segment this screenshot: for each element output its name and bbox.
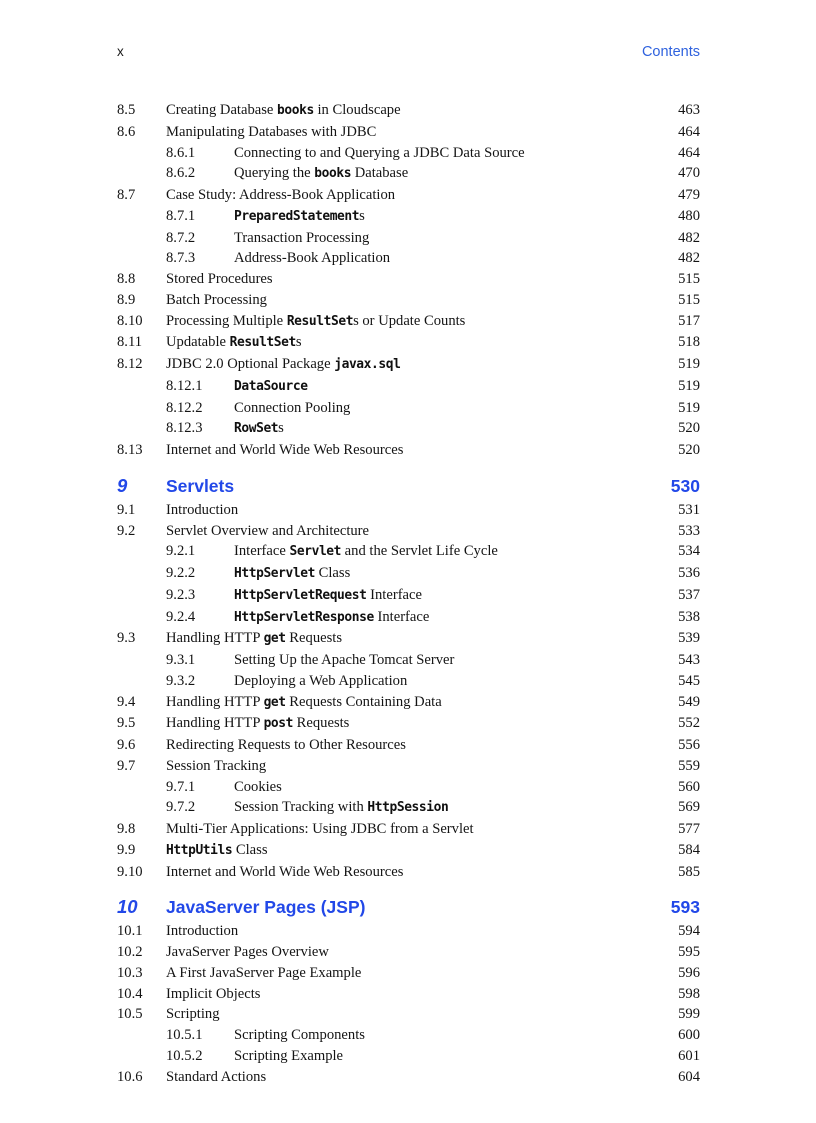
toc-entry-page-number: 470: [678, 165, 700, 182]
code-term: Servlet: [289, 544, 342, 560]
toc-entry-title: Internet and World Wide Web Resources: [166, 863, 404, 880]
toc-entry-page-number: 519: [678, 377, 700, 394]
code-term: books: [314, 166, 352, 182]
toc-entry-page-number: 534: [678, 543, 700, 560]
code-term: HttpSession: [367, 800, 449, 816]
toc-entry-title: HttpServlet Class: [234, 565, 351, 581]
toc-entry-page-number: 594: [678, 923, 700, 940]
toc-entry-page-number: 518: [678, 334, 700, 351]
toc-entry-title: Handling HTTP post Requests: [166, 715, 350, 732]
toc-entry-title: Connecting to and Querying a JDBC Data Source: [234, 144, 525, 161]
toc-entry-title: Scripting Example: [234, 1047, 344, 1064]
toc-entry-number: 8.6: [117, 123, 136, 140]
toc-entry-title: Standard Actions: [166, 1068, 267, 1085]
toc-entry-title: Querying the books Database: [234, 165, 409, 182]
toc-entry-page-number: 585: [678, 863, 700, 880]
toc-entry-number: 9.1: [117, 501, 136, 518]
toc-entry: [117, 269, 700, 290]
toc-entry-title: Connection Pooling: [234, 399, 351, 416]
code-term: ResultSet: [229, 335, 296, 351]
toc-entry-title: JavaServer Pages Overview: [166, 944, 329, 960]
toc-entry-title: Servlet Overview and Architecture: [166, 522, 370, 539]
toc-entry: [117, 797, 700, 819]
toc-entry-number: 9.3: [117, 630, 136, 647]
toc-entry-title: Handling HTTP get Requests Containing Data: [166, 693, 442, 710]
toc-entry-number: 9.9: [117, 841, 136, 858]
toc-entry: [117, 921, 700, 942]
toc-entry: [117, 185, 700, 206]
toc-entry: [117, 650, 700, 671]
toc-entry-title: Setting Up the Apache Tomcat Server: [234, 652, 455, 668]
toc-entry-title: HttpUtils Class: [166, 841, 268, 858]
toc-entry-number: 8.12.1: [166, 377, 203, 394]
toc-entry-number: 9.2.1: [166, 543, 196, 560]
toc-entry-page-number: 464: [678, 123, 700, 140]
toc-entry-page-number: 600: [678, 1027, 700, 1043]
toc-entry: [117, 692, 700, 714]
toc-entry-title: Address-Book Application: [234, 250, 391, 267]
toc-entry-title: JDBC 2.0 Optional Package javax.sql: [166, 356, 401, 372]
toc-entry-number: 10.4: [117, 985, 143, 1002]
toc-entry-title: Deploying a Web Application: [234, 672, 408, 689]
toc-chapter-title: Servlets: [166, 475, 235, 496]
toc-entry: [117, 585, 700, 607]
toc-entry: [117, 984, 700, 1005]
toc-entry: [117, 607, 700, 629]
toc-entry-number: 8.9: [117, 291, 136, 308]
toc-entry: [117, 440, 700, 461]
code-term: javax.sql: [334, 357, 401, 372]
toc-entry-number: 8.7: [117, 187, 136, 203]
toc-entry-number: 10.6: [117, 1068, 143, 1085]
toc-entry: [117, 756, 700, 777]
toc-entry-number: 9.7: [117, 757, 136, 774]
toc-entry-title: Introduction: [166, 923, 239, 940]
toc-entry: [117, 521, 700, 542]
toc-entry: [117, 122, 700, 143]
toc-entry-page-number: 559: [678, 757, 700, 774]
toc-entry: [117, 963, 700, 984]
toc-entry-number: 9.2: [117, 522, 136, 539]
toc-entry-page-number: 482: [678, 250, 700, 267]
toc-chapter-page-number: 593: [670, 897, 700, 918]
toc-entry: [117, 100, 700, 122]
toc-chapter-number: 10: [117, 896, 138, 918]
toc-entry-number: 10.5.2: [166, 1047, 203, 1064]
toc-entry-number: 8.12.2: [166, 399, 203, 416]
toc-entry-page-number: 539: [678, 630, 700, 647]
toc-entry: [117, 500, 700, 521]
toc-entry: [117, 1067, 700, 1088]
toc-entry-title: Processing Multiple ResultSets or Update Counts: [166, 312, 466, 329]
toc-entry-number: 9.3.2: [166, 672, 196, 689]
toc-chapter-page-number: 530: [670, 475, 700, 496]
toc-entry-title: Scripting: [166, 1006, 220, 1023]
toc-entry-title: Scripting Components: [234, 1027, 365, 1043]
toc-entry: [117, 628, 700, 650]
toc-entry: [117, 354, 700, 376]
toc-entry: [117, 228, 700, 249]
toc-entry: [117, 563, 700, 585]
page-header: [117, 44, 700, 60]
toc-entry: [117, 819, 700, 840]
toc-entry-number: 10.1: [117, 923, 143, 940]
toc-entry-number: 8.7.1: [166, 207, 196, 224]
toc-entry-page-number: 520: [678, 442, 700, 458]
toc-entry-page-number: 601: [678, 1047, 700, 1064]
page-folio: x: [117, 44, 124, 59]
toc-entry-number: 8.11: [117, 334, 142, 351]
toc-entry-number: 9.10: [117, 863, 143, 880]
toc-entry-page-number: 519: [678, 356, 700, 372]
toc-entry-page-number: 604: [678, 1068, 700, 1085]
toc-entry: [117, 862, 700, 883]
toc-entry-page-number: 463: [678, 102, 700, 118]
code-term: HttpUtils: [166, 842, 233, 858]
toc-entry: [117, 398, 700, 419]
toc-list: [117, 100, 700, 1087]
toc-entry-title: HttpServletRequest Interface: [234, 586, 422, 603]
toc-entry-title: Implicit Objects: [166, 985, 261, 1002]
toc-entry-number: 8.10: [117, 312, 143, 329]
code-term: HttpServlet: [234, 566, 315, 581]
toc-entry-number: 8.12: [117, 356, 143, 372]
toc-entry-page-number: 549: [678, 693, 700, 710]
toc-entry: [117, 376, 700, 398]
toc-entry-title: RowSets: [234, 420, 284, 437]
toc-entry-number: 8.5: [117, 102, 136, 118]
toc-entry-title: Session Tracking: [166, 757, 267, 774]
toc-entry-number: 8.6.2: [166, 165, 196, 182]
toc-chapter-heading: [117, 474, 700, 498]
toc-entry: [117, 1046, 700, 1067]
toc-entry-number: 9.2.2: [166, 565, 196, 581]
toc-entry-number: 10.5: [117, 1006, 143, 1023]
toc-entry-number: 8.7.2: [166, 229, 196, 246]
toc-entry-page-number: 556: [678, 737, 700, 753]
toc-entry-page-number: 577: [678, 821, 700, 837]
code-term: ResultSet: [286, 313, 354, 329]
toc-entry-page-number: 464: [678, 144, 700, 161]
toc-entry-page-number: 531: [678, 501, 700, 518]
code-term: books: [277, 103, 314, 118]
toc-entry: [117, 942, 700, 963]
toc-entry-page-number: 595: [678, 944, 700, 960]
toc-entry-number: 9.7.1: [166, 778, 196, 795]
toc-entry-number: 10.5.1: [166, 1027, 203, 1043]
toc-entry: [117, 840, 700, 862]
toc-entry-number: 9.4: [117, 693, 136, 710]
code-term: HttpServletRequest: [234, 587, 367, 603]
toc-entry: [117, 311, 700, 333]
toc-entry: [117, 163, 700, 185]
toc-entry-page-number: 538: [678, 608, 700, 625]
toc-entry: [117, 541, 700, 563]
toc-entry: [117, 735, 700, 756]
toc-entry-page-number: 536: [678, 565, 700, 581]
toc-entry-page-number: 515: [678, 271, 700, 287]
toc-entry-number: 8.13: [117, 442, 143, 458]
toc-entry-page-number: 519: [678, 399, 700, 416]
running-title: Contents: [641, 44, 700, 60]
toc-entry-number: 9.8: [117, 821, 136, 837]
toc-entry-number: 8.12.3: [166, 420, 203, 437]
toc-entry-number: 9.2.3: [166, 586, 196, 603]
toc-entry-page-number: 480: [678, 207, 700, 224]
toc-entry-number: 9.5: [117, 715, 136, 732]
toc-entry-title: Internet and World Wide Web Resources: [166, 442, 404, 458]
toc-entry-page-number: 545: [678, 672, 700, 689]
toc-entry: [117, 1025, 700, 1046]
toc-entry-title: Interface Servlet and the Servlet Life Cycle: [234, 543, 498, 560]
code-term: post: [263, 716, 294, 732]
toc-entry-title: Stored Procedures: [166, 271, 273, 287]
toc-entry: [117, 671, 700, 692]
toc-entry-number: 9.7.2: [166, 799, 196, 816]
toc-entry: [117, 206, 700, 228]
toc-entry-page-number: 598: [678, 985, 700, 1002]
toc-entry-page-number: 482: [678, 229, 700, 246]
toc-entry-title: Redirecting Requests to Other Resources: [166, 737, 406, 753]
toc-entry-number: 9.3.1: [166, 652, 196, 668]
toc-entry-page-number: 596: [678, 964, 700, 981]
code-term: get: [263, 631, 286, 647]
toc-entry-page-number: 533: [678, 522, 700, 539]
toc-entry-title: Manipulating Databases with JDBC: [166, 123, 377, 140]
toc-entry-page-number: 552: [678, 715, 700, 732]
toc-entry-page-number: 569: [678, 799, 700, 816]
toc-entry: [117, 248, 700, 269]
toc-entry-title: Handling HTTP get Requests: [166, 630, 343, 647]
toc-entry-page-number: 479: [678, 187, 700, 203]
toc-entry-title: Batch Processing: [166, 291, 267, 308]
toc-entry-page-number: 599: [678, 1006, 700, 1023]
toc-entry: [117, 713, 700, 735]
toc-entry-number: 10.2: [117, 944, 143, 960]
toc-entry-number: 9.6: [117, 737, 136, 753]
code-term: PreparedStatement: [234, 208, 360, 224]
toc-entry-title: Cookies: [234, 778, 282, 795]
toc-entry-title: Transaction Processing: [234, 229, 370, 246]
toc-entry-page-number: 537: [678, 586, 700, 603]
toc-entry-title: Updatable ResultSets: [166, 334, 302, 351]
toc-entry-page-number: 520: [678, 420, 700, 437]
toc-entry: [117, 290, 700, 311]
code-term: DataSource: [234, 378, 308, 394]
toc-entry: [117, 332, 700, 354]
toc-entry-title: PreparedStatements: [234, 207, 365, 224]
toc-entry-page-number: 515: [678, 291, 700, 308]
toc-entry-title: A First JavaServer Page Example: [166, 964, 362, 981]
toc-entry-title: [234, 376, 678, 398]
toc-entry: [117, 1004, 700, 1025]
toc-entry-page-number: 584: [678, 841, 700, 858]
toc-entry-number: 9.2.4: [166, 608, 196, 625]
toc-entry-title: Session Tracking with HttpSession: [234, 799, 449, 816]
toc-entry-number: 8.7.3: [166, 250, 196, 267]
code-term: RowSet: [234, 421, 279, 437]
toc-entry-title: Introduction: [166, 501, 239, 518]
toc-entry: [117, 418, 700, 440]
toc-chapter-number: 9: [117, 474, 128, 496]
code-term: get: [263, 694, 286, 710]
code-term: HttpServletResponse: [234, 609, 374, 625]
toc-entry-page-number: 543: [678, 652, 700, 668]
toc-entry-page-number: 517: [678, 312, 700, 329]
toc-entry-title: Multi-Tier Applications: Using JDBC from a Servlet: [166, 821, 474, 837]
toc-entry-title: Creating Database books in Cloudscape: [166, 102, 401, 118]
toc-chapter-heading: [117, 895, 700, 919]
toc-entry-title: HttpServletResponse Interface: [234, 608, 430, 625]
toc-entry: [117, 143, 700, 164]
toc-entry-number: 10.3: [117, 964, 143, 981]
toc-entry-number: 8.8: [117, 271, 136, 287]
toc-entry-page-number: 560: [678, 778, 700, 795]
toc-chapter-title: JavaServer Pages (JSP): [166, 897, 366, 918]
toc-entry: [117, 777, 700, 798]
toc-entry-number: 8.6.1: [166, 144, 196, 161]
toc-entry-title: Case Study: Address-Book Application: [166, 187, 396, 203]
